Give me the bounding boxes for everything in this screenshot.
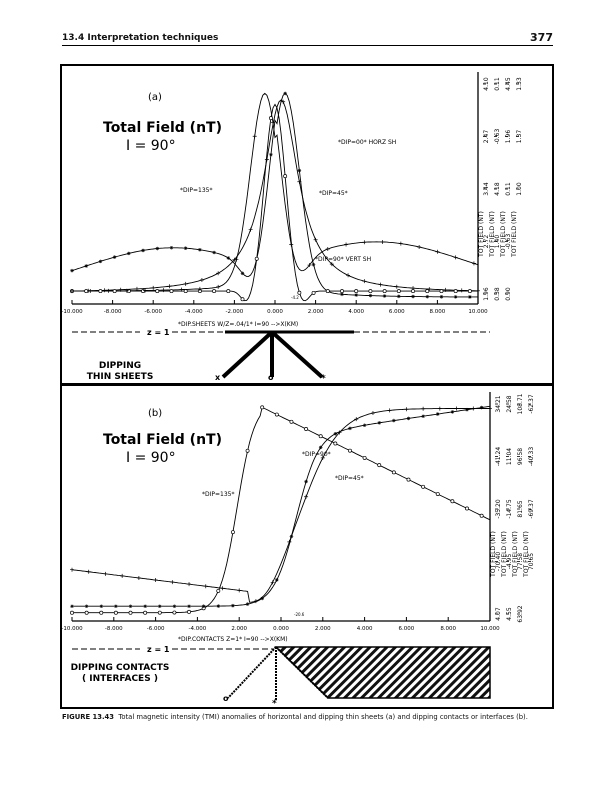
curve-marker-star (411, 295, 415, 299)
x-tick-label: -6.000 (146, 626, 165, 632)
caption-text: Total magnetic intensity (TMI) anomalies of horizontal and dipping thin sheets (a) and dipping contacts or interfaces (b). (118, 713, 528, 721)
right-axis-value: 4.55 (506, 607, 513, 621)
x-tick-label: -2.000 (225, 309, 244, 315)
panel-b-subtitle: I = 90° (126, 450, 176, 466)
curve-marker-circle (422, 485, 425, 488)
curve-marker-star (99, 260, 103, 264)
right-axis-value: 1.96 (483, 287, 490, 301)
right-axis-value: -4.95 (506, 553, 513, 570)
label-dip00: *DIP=00* HORZ SH (338, 139, 397, 146)
label-contact-dip45: *DIP=45* (335, 475, 364, 482)
curve-marker-star (141, 249, 145, 253)
x-tick-label: -4.000 (184, 309, 203, 315)
curve-marker-star (348, 427, 352, 431)
panel-b-min-marker: -20.6 (294, 612, 305, 617)
curve-marker-star (269, 153, 273, 157)
curve-marker-plus (435, 250, 439, 254)
x-tick-label: 10.000 (468, 309, 488, 315)
curve-marker-circle (319, 435, 322, 438)
x-tick-label: -6.000 (144, 309, 163, 315)
curve-marker-star (260, 597, 264, 601)
curve-marker-circle (355, 289, 358, 292)
panel-a-x-label: *DIP.SHEETS W/Z=.04/1* I=90 -->X(KM) (178, 321, 299, 328)
curve-marker-star (241, 272, 245, 276)
curve-marker-plus (167, 284, 171, 288)
curve-marker-star (407, 417, 411, 421)
curve-marker-plus (388, 408, 392, 412)
right-axis-value: 0.38 (494, 287, 501, 301)
curve-marker-plus (454, 255, 458, 259)
right-axis-value: 96.58 (517, 447, 524, 466)
curve-marker-plus (253, 134, 257, 138)
curve-marker-circle (451, 500, 454, 503)
curve-marker-star (377, 421, 381, 425)
curve-marker-circle (397, 289, 400, 292)
figure-svg (60, 64, 554, 709)
panel-a-section-title: DIPPING THIN SHEETS (86, 361, 154, 382)
curve-marker-plus (187, 582, 191, 586)
curve-marker-star (198, 248, 202, 252)
x-tick-label: 2.000 (314, 626, 331, 632)
curve-marker-star (70, 269, 74, 273)
x-tick-label: 8.000 (440, 626, 457, 632)
right-axis-title: TOT FIELD (NT) (489, 211, 496, 257)
sheet-symbol-o: o (268, 373, 274, 382)
curve-marker-star (468, 295, 472, 299)
curve-marker-circle (141, 289, 144, 292)
curve-marker-star (454, 295, 458, 299)
curve-marker-circle (340, 289, 343, 292)
curve-marker-star (143, 604, 147, 608)
curve-marker-circle (304, 427, 307, 430)
curve-marker-star (158, 604, 162, 608)
curve-marker-plus (362, 279, 366, 283)
right-axis-title: TOT FIELD (NT) (501, 531, 508, 577)
curve-marker-star (319, 446, 323, 450)
curve-marker-star (70, 604, 74, 608)
curve-marker-plus (381, 240, 385, 244)
curve-marker-circle (217, 589, 220, 592)
curve-marker-circle (129, 611, 132, 614)
curve-marker-circle (100, 611, 103, 614)
curve-marker-circle (144, 611, 147, 614)
right-axis-value: -0.63 (494, 128, 501, 145)
right-axis-value: 108.71 (517, 393, 524, 415)
curve-marker-circle (348, 449, 351, 452)
curve-marker-star (298, 169, 302, 173)
curve-marker-star (129, 604, 133, 608)
curve-marker-circle (261, 406, 264, 409)
right-axis-value: -0.63 (505, 233, 512, 250)
curve-marker-plus (488, 406, 492, 410)
right-axis-value: -35.20 (495, 499, 502, 519)
right-axis-value: 24.58 (506, 395, 513, 413)
curve-marker-circle (158, 611, 161, 614)
panel-a-x-ticks (61, 300, 488, 315)
curve-marker-star (451, 410, 455, 414)
curve-marker-circle (468, 289, 471, 292)
curve-marker-plus (314, 238, 318, 242)
curve-marker-circle (241, 298, 244, 301)
x-tick-label: 8.000 (429, 309, 446, 315)
x-tick-label: -10.000 (61, 309, 83, 315)
curve-marker-circle (407, 478, 410, 481)
curve-marker-circle (334, 442, 337, 445)
curve-marker-plus (107, 289, 111, 293)
label-contact-dip90: *DIP=90* (302, 451, 331, 458)
curve-marker-plus (88, 289, 92, 293)
curve-marker-star (170, 246, 174, 250)
curve-marker-circle (99, 289, 102, 292)
curve-marker-plus (265, 157, 269, 161)
panel-b-title: Total Field (nT) (103, 432, 222, 448)
curve-marker-star (397, 295, 401, 299)
figure-caption (62, 713, 557, 721)
curve-marker-plus (120, 574, 124, 578)
curve-marker-circle (369, 289, 372, 292)
curve-marker-plus (455, 407, 459, 411)
curve-marker-star (354, 293, 358, 297)
panel-b-depth-label: z = 1 (147, 645, 170, 654)
label-dip45: *DIP=45* (319, 190, 348, 197)
x-tick-label: -8.000 (103, 309, 122, 315)
curve-marker-star (304, 480, 308, 484)
curve-marker-plus (184, 282, 188, 286)
right-axis-value: 3.44 (483, 182, 490, 196)
curve-marker-plus (70, 568, 74, 572)
curve-marker-star (283, 92, 287, 96)
x-tick-label: 10.000 (480, 626, 500, 632)
right-axis-value: 0.11 (494, 77, 501, 91)
curve-marker-star (440, 295, 444, 299)
curve-marker-circle (246, 449, 249, 452)
curve-marker-star (480, 406, 484, 410)
curve-marker-circle (255, 257, 258, 260)
curve-marker-circle (85, 611, 88, 614)
right-axis-title: TOT FIELD (NT) (511, 211, 518, 257)
right-axis-value: 4.10 (483, 77, 490, 91)
curve-marker-plus (438, 407, 442, 411)
curve-marker-circle (465, 507, 468, 510)
curve-marker-circle (113, 289, 116, 292)
curve-marker-plus (399, 242, 403, 246)
running-title: 13.4 Interpretation techniques (62, 33, 219, 43)
curve-marker-circle (426, 289, 429, 292)
curve-marker-star (187, 604, 191, 608)
curve-marker-circle (275, 413, 278, 416)
curve-marker-circle (85, 289, 88, 292)
curve-marker-plus (249, 228, 253, 232)
curve-marker-plus (237, 588, 241, 592)
x-tick-label: -4.000 (188, 626, 207, 632)
curve-marker-circle (156, 289, 159, 292)
curve-marker-plus (421, 407, 425, 411)
x-tick-label: -8.000 (104, 626, 123, 632)
right-axis-value: 1.00 (516, 182, 523, 196)
curve-marker-star (127, 252, 131, 256)
x-tick-label: 0.000 (273, 626, 289, 632)
curve-marker-circle (269, 116, 272, 119)
curve-marker-star (85, 604, 89, 608)
curve-marker-plus (471, 406, 475, 410)
curve-marker-star (202, 604, 206, 608)
curve-marker-plus (304, 495, 308, 499)
header-rule (62, 45, 553, 46)
curve-marker-plus (102, 288, 106, 292)
panel-a-right-axis-values (478, 77, 523, 301)
curve-marker-plus (346, 273, 350, 277)
curve-marker-circle (173, 611, 176, 614)
curve-marker-circle (187, 610, 190, 613)
curve-marker-star (84, 264, 88, 268)
curve-marker-plus (170, 580, 174, 584)
curve-marker-star (113, 255, 117, 259)
right-axis-value: -69.37 (528, 499, 535, 519)
label-dip90: *DIP=90* VERT SH (315, 256, 372, 263)
curve-marker-plus (417, 245, 421, 249)
curve-marker-circle (378, 464, 381, 467)
right-axis-value: 2.47 (483, 129, 490, 144)
curve-marker-star (217, 604, 221, 608)
curve-marker-plus (344, 243, 348, 247)
right-axis-title: TOT FIELD (NT) (523, 531, 530, 577)
curve-marker-circle (70, 611, 73, 614)
curve-marker-star (246, 602, 250, 606)
right-axis-value: 63.92 (517, 605, 524, 623)
sheet-symbol-star: * (321, 374, 326, 384)
curve-marker-plus (220, 586, 224, 590)
right-axis-value: 2.72 (483, 234, 490, 249)
curve-marker-plus (289, 242, 293, 246)
right-axis-value: 1.37 (516, 129, 523, 144)
curve-marker-circle (326, 289, 329, 292)
contact-symbol-star: * (272, 699, 277, 709)
panel-a-subtitle: I = 90° (126, 138, 176, 154)
curve-marker-star (184, 246, 188, 250)
curve-marker-plus (161, 288, 165, 292)
curve-marker-circle (284, 175, 287, 178)
curve-marker-star (425, 295, 429, 299)
x-tick-label: 2.000 (307, 309, 324, 315)
curve-marker-circle (363, 456, 366, 459)
curve-marker-plus (271, 580, 275, 584)
contact-body-hatched (276, 647, 490, 698)
curve-marker-star (421, 414, 425, 418)
curve-marker-star (383, 294, 387, 298)
curve-marker-circle (392, 471, 395, 474)
sheet-symbol-x: x (215, 373, 221, 382)
right-axis-value: 4.18 (494, 182, 501, 196)
curve-marker-circle (440, 289, 443, 292)
x-tick-label: -10.000 (61, 626, 83, 632)
sheet-dip45 (272, 332, 322, 377)
x-tick-label: 4.000 (356, 626, 373, 632)
curve-marker-plus (87, 570, 91, 574)
page-number: 377 (530, 31, 553, 44)
right-axis-value: -62.37 (528, 394, 535, 414)
curve-marker-circle (184, 289, 187, 292)
curve-marker-circle (213, 289, 216, 292)
curve-marker-star (436, 412, 440, 416)
curve-marker-circle (231, 531, 234, 534)
right-axis-value: 4.45 (505, 77, 512, 91)
right-axis-value: 0.11 (505, 182, 512, 196)
right-axis-title: TOT FIELD (NT) (478, 211, 485, 257)
curve-marker-plus (460, 288, 464, 292)
contact-dip135 (228, 647, 276, 698)
right-axis-value: -14.75 (506, 499, 513, 519)
curve-marker-plus (216, 271, 220, 275)
curve-marker-circle (227, 289, 230, 292)
x-tick-label: 2.000 (231, 626, 248, 632)
panel-b-right-axis-values (490, 393, 535, 622)
curve-marker-plus (216, 285, 220, 289)
curve-marker-star (275, 578, 279, 582)
panel-a-label: (a) (148, 92, 162, 103)
right-axis-value: 1.33 (516, 77, 523, 91)
panel-b-label: (b) (148, 408, 163, 419)
curve-marker-plus (103, 572, 107, 576)
right-axis-value: -70.40 (495, 551, 502, 572)
right-axis-value: 70.65 (528, 552, 535, 571)
right-axis-title: TOT FIELD (NT) (500, 211, 507, 257)
right-axis-value: -41.24 (495, 446, 502, 467)
curve-marker-star (212, 251, 216, 255)
curve-marker-star (173, 604, 177, 608)
figure-label: FIGURE 13.43 (62, 713, 115, 721)
curve-marker-star (99, 604, 103, 608)
curve-marker-star (114, 604, 118, 608)
label-dip135: *DIP=135* (180, 187, 213, 194)
curve-marker-star (363, 423, 367, 427)
curve-marker-plus (472, 261, 476, 265)
curve-marker-plus (154, 578, 158, 582)
curve-marker-plus (151, 286, 155, 290)
curve-marker-star (334, 432, 338, 436)
label-contact-dip135: *DIP=135* (202, 491, 235, 498)
curve-marker-plus (371, 411, 375, 415)
curve-marker-star (465, 408, 469, 412)
curve-marker-star (392, 419, 396, 423)
panel-a-depth-label: z = 1 (147, 328, 170, 337)
curve-marker-circle (480, 514, 483, 517)
right-axis-value: 0.90 (505, 287, 512, 301)
right-axis-value: -40.33 (528, 446, 535, 467)
right-axis-value: 34.21 (495, 395, 502, 413)
panel-a-min-marker: -4.2 (291, 295, 299, 300)
curve-marker-star (231, 604, 235, 608)
curve-marker-circle (436, 492, 439, 495)
sheet-dip135 (223, 332, 272, 377)
right-axis-value: 1.40 (494, 234, 501, 249)
right-axis-title: TOT FIELD (NT) (512, 531, 519, 577)
right-axis-value: 11.04 (506, 447, 513, 466)
curve-marker-plus (395, 285, 399, 289)
curve-marker-star (312, 263, 316, 267)
right-axis-value: 77.58 (517, 552, 524, 571)
x-tick-label: 0.000 (267, 309, 283, 315)
curve-marker-plus (362, 240, 366, 244)
right-axis-value: 1.96 (505, 129, 512, 144)
curve-marker-star (369, 294, 373, 298)
curve-marker-circle (312, 291, 315, 294)
contact-symbol-o: o (223, 694, 229, 703)
curve-marker-circle (170, 289, 173, 292)
right-axis-title: TOT FIELD (NT) (490, 531, 497, 577)
curve-marker-circle (383, 289, 386, 292)
curve-marker-circle (290, 420, 293, 423)
curve-marker-plus (476, 289, 480, 293)
curve-marker-plus (200, 278, 204, 282)
curve-marker-plus (204, 584, 208, 588)
curve-marker-circle (454, 289, 457, 292)
curve-marker-star (227, 256, 231, 260)
curve-marker-circle (298, 291, 301, 294)
x-tick-label: 4.000 (348, 309, 365, 315)
curve-marker-plus (326, 247, 330, 251)
panel-a-title: Total Field (nT) (103, 120, 222, 136)
curve-marker-circle (411, 289, 414, 292)
figure-13-43 (60, 64, 554, 709)
panel-b-section-title: DIPPING CONTACTS ( INTERFACES ) (70, 663, 170, 684)
curve-marker-star (290, 535, 294, 539)
x-tick-label: 6.000 (398, 626, 415, 632)
right-axis-value: 81.65 (517, 500, 524, 518)
curve-marker-star (155, 247, 159, 251)
right-axis-value: 4.07 (495, 607, 502, 621)
curve-marker-plus (404, 407, 408, 411)
curve-marker-plus (137, 576, 141, 580)
x-tick-label: 6.000 (388, 309, 405, 315)
curve-marker-circle (114, 611, 117, 614)
panel-b-x-ticks (61, 617, 500, 632)
curve-marker-plus (354, 417, 358, 421)
panel-b-x-label: *DIP.CONTACTS Z=1* I=90 -->X(KM) (178, 636, 288, 643)
curve-marker-plus (379, 283, 383, 287)
